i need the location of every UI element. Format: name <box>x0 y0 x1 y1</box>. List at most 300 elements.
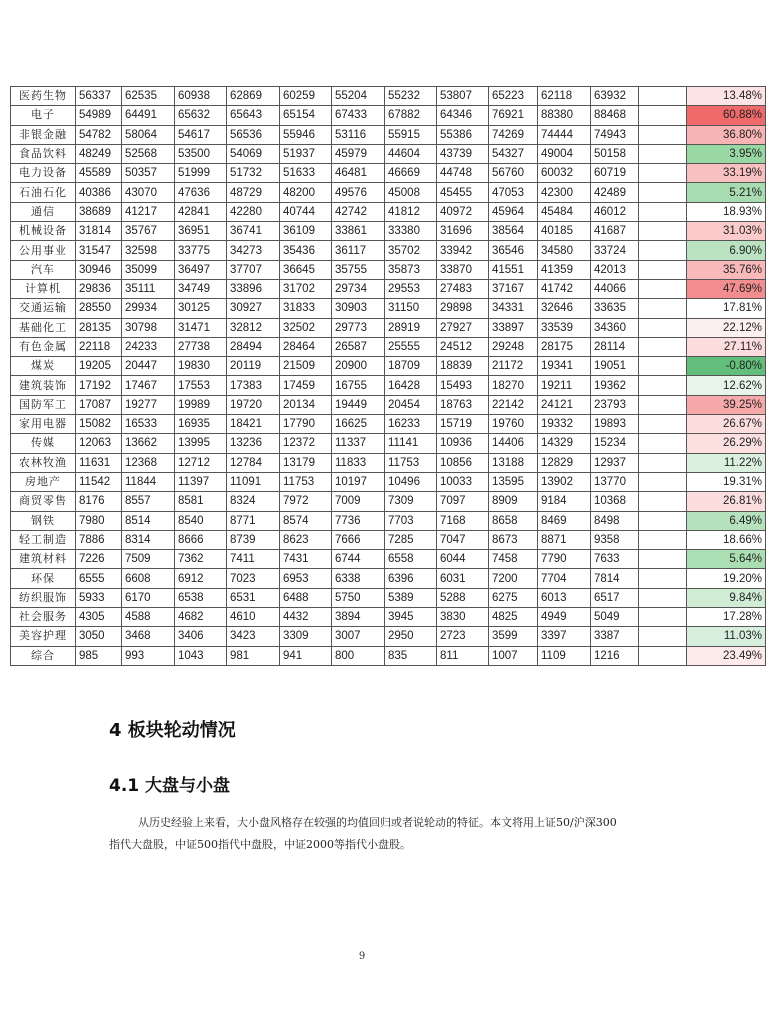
industry-name-cell: 计算机 <box>11 279 76 298</box>
value-cell: 42489 <box>591 183 639 202</box>
value-cell: 30798 <box>122 318 175 337</box>
value-cell: 76921 <box>489 106 538 125</box>
value-cell: 41687 <box>591 222 639 241</box>
value-cell: 28464 <box>280 337 332 356</box>
value-cell: 33861 <box>332 222 385 241</box>
value-cell: 811 <box>437 646 489 665</box>
value-cell: 31833 <box>280 299 332 318</box>
industry-name-cell: 综合 <box>11 646 76 665</box>
value-cell: 67433 <box>332 106 385 125</box>
value-cell: 42280 <box>227 202 280 221</box>
value-cell: 7704 <box>538 569 591 588</box>
value-cell: 8176 <box>76 492 122 511</box>
value-cell: 11337 <box>332 434 385 453</box>
value-cell: 3468 <box>122 627 175 646</box>
value-cell: 8540 <box>175 511 227 530</box>
value-cell: 3423 <box>227 627 280 646</box>
value-cell: 20900 <box>332 357 385 376</box>
industry-name-cell: 国防军工 <box>11 395 76 414</box>
value-cell: 22142 <box>489 395 538 414</box>
value-cell: 10033 <box>437 472 489 491</box>
value-cell: 8314 <box>122 530 175 549</box>
value-cell: 52568 <box>122 144 175 163</box>
value-cell: 6953 <box>280 569 332 588</box>
industry-name-cell: 农林牧渔 <box>11 453 76 472</box>
value-cell: 37707 <box>227 260 280 279</box>
value-cell: 54989 <box>76 106 122 125</box>
value-cell: 28494 <box>227 337 280 356</box>
value-cell: 29898 <box>437 299 489 318</box>
value-cell: 55232 <box>385 87 437 106</box>
value-cell: 34273 <box>227 241 280 260</box>
change-percent-cell: 11.22% <box>687 453 766 472</box>
value-cell: 8324 <box>227 492 280 511</box>
value-cell: 8666 <box>175 530 227 549</box>
table-row <box>11 164 766 183</box>
value-cell: 7023 <box>227 569 280 588</box>
value-cell: 60032 <box>538 164 591 183</box>
value-cell: 4682 <box>175 608 227 627</box>
value-cell: 19449 <box>332 395 385 414</box>
change-percent-cell: 17.28% <box>687 608 766 627</box>
value-cell: 835 <box>385 646 437 665</box>
value-cell: 7633 <box>591 550 639 569</box>
value-cell: 34580 <box>538 241 591 260</box>
change-percent-cell: 13.48% <box>687 87 766 106</box>
industry-name-cell: 通信 <box>11 202 76 221</box>
value-cell: 45964 <box>489 202 538 221</box>
table-row <box>11 472 766 491</box>
value-cell: 6170 <box>122 588 175 607</box>
value-cell: 12712 <box>175 453 227 472</box>
industry-name-cell: 公用事业 <box>11 241 76 260</box>
industry-name-cell: 钢铁 <box>11 511 76 530</box>
value-cell: 34331 <box>489 299 538 318</box>
empty-cell <box>639 472 687 491</box>
value-cell: 54617 <box>175 125 227 144</box>
value-cell: 33897 <box>489 318 538 337</box>
value-cell: 985 <box>76 646 122 665</box>
value-cell: 8771 <box>227 511 280 530</box>
change-percent-cell: -0.80% <box>687 357 766 376</box>
value-cell: 30125 <box>175 299 227 318</box>
industry-name-cell: 家用电器 <box>11 415 76 434</box>
industry-name-cell: 电子 <box>11 106 76 125</box>
value-cell: 21172 <box>489 357 538 376</box>
value-cell: 36117 <box>332 241 385 260</box>
value-cell: 65643 <box>227 106 280 125</box>
value-cell: 5389 <box>385 588 437 607</box>
value-cell: 45484 <box>538 202 591 221</box>
value-cell: 7980 <box>76 511 122 530</box>
value-cell: 11753 <box>385 453 437 472</box>
value-cell: 7168 <box>437 511 489 530</box>
value-cell: 28175 <box>538 337 591 356</box>
change-percent-cell: 5.64% <box>687 550 766 569</box>
value-cell: 8498 <box>591 511 639 530</box>
value-cell: 18763 <box>437 395 489 414</box>
value-cell: 8469 <box>538 511 591 530</box>
value-cell: 28919 <box>385 318 437 337</box>
table-row <box>11 87 766 106</box>
value-cell: 45589 <box>76 164 122 183</box>
value-cell: 36497 <box>175 260 227 279</box>
table-row <box>11 588 766 607</box>
value-cell: 5288 <box>437 588 489 607</box>
value-cell: 33896 <box>227 279 280 298</box>
value-cell: 64346 <box>437 106 489 125</box>
value-cell: 6031 <box>437 569 489 588</box>
value-cell: 20134 <box>280 395 332 414</box>
value-cell: 4305 <box>76 608 122 627</box>
value-cell: 800 <box>332 646 385 665</box>
value-cell: 11542 <box>76 472 122 491</box>
value-cell: 54782 <box>76 125 122 144</box>
value-cell: 1216 <box>591 646 639 665</box>
value-cell: 7458 <box>489 550 538 569</box>
value-cell: 28135 <box>76 318 122 337</box>
value-cell: 12368 <box>122 453 175 472</box>
table-row <box>11 357 766 376</box>
change-percent-cell: 47.69% <box>687 279 766 298</box>
empty-cell <box>639 87 687 106</box>
value-cell: 41359 <box>538 260 591 279</box>
value-cell: 36951 <box>175 222 227 241</box>
value-cell: 44066 <box>591 279 639 298</box>
value-cell: 46669 <box>385 164 437 183</box>
table-row <box>11 415 766 434</box>
empty-cell <box>639 434 687 453</box>
value-cell: 16625 <box>332 415 385 434</box>
value-cell: 63932 <box>591 87 639 106</box>
value-cell: 46481 <box>332 164 385 183</box>
value-cell: 8557 <box>122 492 175 511</box>
value-cell: 3309 <box>280 627 332 646</box>
value-cell: 10368 <box>591 492 639 511</box>
value-cell: 42300 <box>538 183 591 202</box>
value-cell: 5049 <box>591 608 639 627</box>
value-cell: 7431 <box>280 550 332 569</box>
value-cell: 42013 <box>591 260 639 279</box>
value-cell: 7200 <box>489 569 538 588</box>
value-cell: 38564 <box>489 222 538 241</box>
value-cell: 31547 <box>76 241 122 260</box>
value-cell: 44748 <box>437 164 489 183</box>
value-cell: 40744 <box>280 202 332 221</box>
empty-cell <box>639 241 687 260</box>
value-cell: 16935 <box>175 415 227 434</box>
value-cell: 24512 <box>437 337 489 356</box>
value-cell: 19277 <box>122 395 175 414</box>
value-cell: 1043 <box>175 646 227 665</box>
change-percent-cell: 17.81% <box>687 299 766 318</box>
value-cell: 3894 <box>332 608 385 627</box>
industry-name-cell: 建筑材料 <box>11 550 76 569</box>
change-percent-cell: 5.21% <box>687 183 766 202</box>
value-cell: 41812 <box>385 202 437 221</box>
value-cell: 40972 <box>437 202 489 221</box>
value-cell: 31702 <box>280 279 332 298</box>
value-cell: 18421 <box>227 415 280 434</box>
value-cell: 30946 <box>76 260 122 279</box>
industry-name-cell: 商贸零售 <box>11 492 76 511</box>
value-cell: 6555 <box>76 569 122 588</box>
industry-name-cell: 建筑装饰 <box>11 376 76 395</box>
value-cell: 993 <box>122 646 175 665</box>
value-cell: 21509 <box>280 357 332 376</box>
value-cell: 53807 <box>437 87 489 106</box>
value-cell: 17383 <box>227 376 280 395</box>
value-cell: 44604 <box>385 144 437 163</box>
industry-name-cell: 交通运输 <box>11 299 76 318</box>
value-cell: 26587 <box>332 337 385 356</box>
empty-cell <box>639 260 687 279</box>
table-row <box>11 453 766 472</box>
empty-cell <box>639 492 687 511</box>
industry-name-cell: 有色金属 <box>11 337 76 356</box>
value-cell: 65154 <box>280 106 332 125</box>
table-row <box>11 530 766 549</box>
value-cell: 31696 <box>437 222 489 241</box>
value-cell: 4949 <box>538 608 591 627</box>
section-heading: 4 板块轮动情况 <box>109 720 236 741</box>
value-cell: 12937 <box>591 453 639 472</box>
table-row <box>11 144 766 163</box>
change-percent-cell: 39.25% <box>687 395 766 414</box>
change-percent-cell: 6.49% <box>687 511 766 530</box>
value-cell: 46012 <box>591 202 639 221</box>
industry-name-cell: 房地产 <box>11 472 76 491</box>
value-cell: 13902 <box>538 472 591 491</box>
value-cell: 6396 <box>385 569 437 588</box>
value-cell: 88468 <box>591 106 639 125</box>
value-cell: 48200 <box>280 183 332 202</box>
value-cell: 4610 <box>227 608 280 627</box>
value-cell: 33635 <box>591 299 639 318</box>
table-row <box>11 260 766 279</box>
value-cell: 62535 <box>122 87 175 106</box>
change-percent-cell: 19.31% <box>687 472 766 491</box>
value-cell: 30903 <box>332 299 385 318</box>
empty-cell <box>639 511 687 530</box>
value-cell: 11844 <box>122 472 175 491</box>
value-cell: 45455 <box>437 183 489 202</box>
value-cell: 38689 <box>76 202 122 221</box>
value-cell: 3007 <box>332 627 385 646</box>
value-cell: 3599 <box>489 627 538 646</box>
value-cell: 33380 <box>385 222 437 241</box>
table-row <box>11 106 766 125</box>
value-cell: 981 <box>227 646 280 665</box>
value-cell: 32646 <box>538 299 591 318</box>
value-cell: 28550 <box>76 299 122 318</box>
industry-name-cell: 环保 <box>11 569 76 588</box>
value-cell: 50357 <box>122 164 175 183</box>
table-row <box>11 569 766 588</box>
value-cell: 12829 <box>538 453 591 472</box>
industry-data-table <box>10 86 766 666</box>
value-cell: 7509 <box>122 550 175 569</box>
empty-cell <box>639 608 687 627</box>
value-cell: 53500 <box>175 144 227 163</box>
value-cell: 11091 <box>227 472 280 491</box>
value-cell: 36109 <box>280 222 332 241</box>
value-cell: 6608 <box>122 569 175 588</box>
value-cell: 8581 <box>175 492 227 511</box>
empty-cell <box>639 530 687 549</box>
table-row <box>11 395 766 414</box>
value-cell: 35111 <box>122 279 175 298</box>
value-cell: 11397 <box>175 472 227 491</box>
value-cell: 7411 <box>227 550 280 569</box>
value-cell: 34749 <box>175 279 227 298</box>
table-row <box>11 550 766 569</box>
value-cell: 19830 <box>175 357 227 376</box>
value-cell: 48729 <box>227 183 280 202</box>
value-cell: 11833 <box>332 453 385 472</box>
value-cell: 47053 <box>489 183 538 202</box>
value-cell: 16428 <box>385 376 437 395</box>
value-cell: 6912 <box>175 569 227 588</box>
table-row <box>11 492 766 511</box>
value-cell: 19341 <box>538 357 591 376</box>
value-cell: 56760 <box>489 164 538 183</box>
value-cell: 35436 <box>280 241 332 260</box>
value-cell: 9184 <box>538 492 591 511</box>
empty-cell <box>639 376 687 395</box>
value-cell: 6531 <box>227 588 280 607</box>
value-cell: 20119 <box>227 357 280 376</box>
industry-name-cell: 机械设备 <box>11 222 76 241</box>
value-cell: 1109 <box>538 646 591 665</box>
value-cell: 49004 <box>538 144 591 163</box>
value-cell: 36645 <box>280 260 332 279</box>
value-cell: 19205 <box>76 357 122 376</box>
value-cell: 24121 <box>538 395 591 414</box>
subsection-heading: 4.1 大盘与小盘 <box>109 776 231 796</box>
value-cell: 30927 <box>227 299 280 318</box>
change-percent-cell: 18.93% <box>687 202 766 221</box>
value-cell: 33724 <box>591 241 639 260</box>
value-cell: 51633 <box>280 164 332 183</box>
table-row <box>11 511 766 530</box>
empty-cell <box>639 357 687 376</box>
value-cell: 25555 <box>385 337 437 356</box>
value-cell: 48249 <box>76 144 122 163</box>
value-cell: 12372 <box>280 434 332 453</box>
industry-name-cell: 轻工制造 <box>11 530 76 549</box>
page-number: 9 <box>358 951 366 962</box>
value-cell: 19720 <box>227 395 280 414</box>
value-cell: 45979 <box>332 144 385 163</box>
empty-cell <box>639 588 687 607</box>
value-cell: 56337 <box>76 87 122 106</box>
empty-cell <box>639 627 687 646</box>
change-percent-cell: 9.84% <box>687 588 766 607</box>
empty-cell <box>639 415 687 434</box>
value-cell: 49576 <box>332 183 385 202</box>
change-percent-cell: 26.81% <box>687 492 766 511</box>
value-cell: 17553 <box>175 376 227 395</box>
value-cell: 5933 <box>76 588 122 607</box>
value-cell: 15082 <box>76 415 122 434</box>
value-cell: 6488 <box>280 588 332 607</box>
value-cell: 16233 <box>385 415 437 434</box>
value-cell: 74444 <box>538 125 591 144</box>
value-cell: 62869 <box>227 87 280 106</box>
value-cell: 7362 <box>175 550 227 569</box>
value-cell: 53116 <box>332 125 385 144</box>
value-cell: 3050 <box>76 627 122 646</box>
industry-name-cell: 石油石化 <box>11 183 76 202</box>
empty-cell <box>639 164 687 183</box>
change-percent-cell: 22.12% <box>687 318 766 337</box>
table-row <box>11 337 766 356</box>
empty-cell <box>639 183 687 202</box>
empty-cell <box>639 318 687 337</box>
empty-cell <box>639 395 687 414</box>
value-cell: 12784 <box>227 453 280 472</box>
industry-name-cell: 汽车 <box>11 260 76 279</box>
value-cell: 5750 <box>332 588 385 607</box>
change-percent-cell: 35.76% <box>687 260 766 279</box>
value-cell: 10856 <box>437 453 489 472</box>
industry-name-cell: 传媒 <box>11 434 76 453</box>
change-percent-cell: 27.11% <box>687 337 766 356</box>
table-row <box>11 241 766 260</box>
value-cell: 6338 <box>332 569 385 588</box>
industry-name-cell: 非银金融 <box>11 125 76 144</box>
value-cell: 6538 <box>175 588 227 607</box>
value-cell: 7972 <box>280 492 332 511</box>
value-cell: 13595 <box>489 472 538 491</box>
change-percent-cell: 36.80% <box>687 125 766 144</box>
table-row <box>11 627 766 646</box>
table-row <box>11 376 766 395</box>
value-cell: 19332 <box>538 415 591 434</box>
value-cell: 19051 <box>591 357 639 376</box>
value-cell: 35099 <box>122 260 175 279</box>
value-cell: 8623 <box>280 530 332 549</box>
change-percent-cell: 33.19% <box>687 164 766 183</box>
value-cell: 15719 <box>437 415 489 434</box>
value-cell: 29773 <box>332 318 385 337</box>
table-row <box>11 646 766 665</box>
industry-name-cell: 煤炭 <box>11 357 76 376</box>
change-percent-cell: 12.62% <box>687 376 766 395</box>
value-cell: 29734 <box>332 279 385 298</box>
value-cell: 54069 <box>227 144 280 163</box>
value-cell: 37167 <box>489 279 538 298</box>
value-cell: 40386 <box>76 183 122 202</box>
value-cell: 36741 <box>227 222 280 241</box>
value-cell: 19760 <box>489 415 538 434</box>
value-cell: 3830 <box>437 608 489 627</box>
value-cell: 17467 <box>122 376 175 395</box>
value-cell: 16755 <box>332 376 385 395</box>
value-cell: 41742 <box>538 279 591 298</box>
value-cell: 62118 <box>538 87 591 106</box>
value-cell: 11753 <box>280 472 332 491</box>
value-cell: 7814 <box>591 569 639 588</box>
table-row <box>11 434 766 453</box>
value-cell: 31471 <box>175 318 227 337</box>
value-cell: 55915 <box>385 125 437 144</box>
value-cell: 7009 <box>332 492 385 511</box>
value-cell: 41551 <box>489 260 538 279</box>
empty-cell <box>639 125 687 144</box>
table-row <box>11 279 766 298</box>
